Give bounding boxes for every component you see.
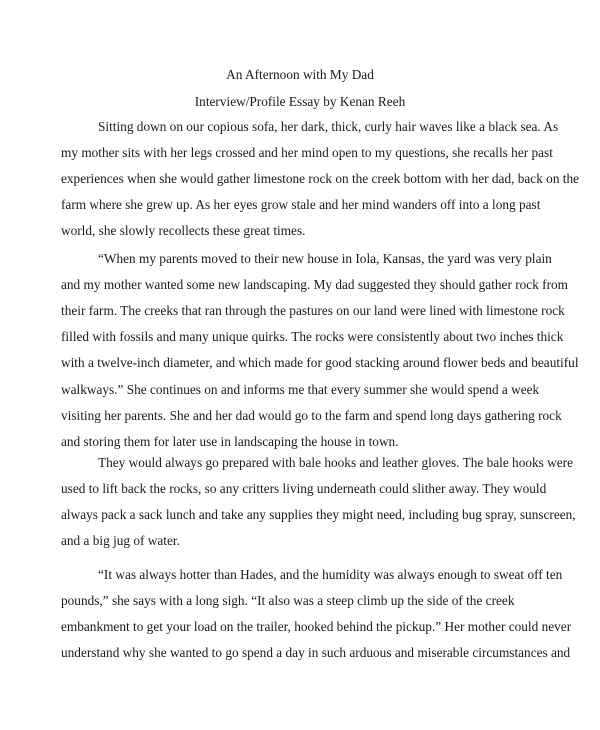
essay-subtitle: Interview/Profile Essay by Kenan Reeh xyxy=(194,94,406,109)
paragraph-line: world, she slowly recollects these great times. xyxy=(61,223,306,239)
paragraph-line: “When my parents moved to their new house in Iola, Kansas, the yard was very plain xyxy=(98,251,552,266)
paragraph-line: farm where she grew up. As her eyes grow stale and her mind wanders off into a long past xyxy=(61,197,541,213)
paragraph-line: their farm. The creeks that ran through the pastures on our land were lined with limestone rock xyxy=(61,303,565,319)
paragraph-line: understand why she wanted to go spend a day in such arduous and miserable circumstances and xyxy=(61,645,571,661)
paragraph-line: “It was always hotter than Hades, and the humidity was always enough to sweat off ten xyxy=(98,567,563,582)
paragraph-line: my mother sits with her legs crossed and her mind open to my questions, she recalls her past xyxy=(61,145,553,161)
essay-title: An Afternoon with My Dad xyxy=(226,67,374,82)
paragraph-line: visiting her parents. She and her dad would go to the farm and spend long days gathering rock xyxy=(61,407,562,423)
paragraph-line: always pack a sack lunch and take any supplies they might need, including bug spray, sunscreen, xyxy=(61,507,576,523)
paragraph-line: experiences when she would gather limestone rock on the creek bottom with her dad, back on the xyxy=(61,171,580,187)
paragraph-line: They would always go prepared with bale hooks and leather gloves. The bale hooks were xyxy=(98,455,573,470)
paragraph-line: filled with fossils and many unique quirks. The rocks were consistently about two inches thick xyxy=(61,329,564,345)
paragraph-line: with a twelve-inch diameter, and which made for good stacking around flower beds and beautiful xyxy=(61,355,579,371)
paragraph-line: and a big jug of water. xyxy=(61,533,180,549)
paragraph-line: and my mother wanted some new landscaping. My dad suggested they should gather rock from xyxy=(61,277,569,293)
paragraph-line: pounds,” she says with a long sigh. “It also was a steep climb up the side of the creek xyxy=(61,593,515,609)
paragraph-line: and storing them for later use in landscaping the house in town. xyxy=(61,433,399,449)
paragraph-line: Sitting down on our copious sofa, her dark, thick, curly hair waves like a black sea. As xyxy=(98,119,559,134)
paragraph-line: embankment to get your load on the trailer, hooked behind the pickup.” Her mother could never xyxy=(61,619,572,635)
paragraph-line: walkways.” She continues on and informs me that every summer she would spend a week xyxy=(61,381,540,397)
paragraph-line: used to lift back the rocks, so any critters living underneath could slither away. They would xyxy=(61,481,547,497)
